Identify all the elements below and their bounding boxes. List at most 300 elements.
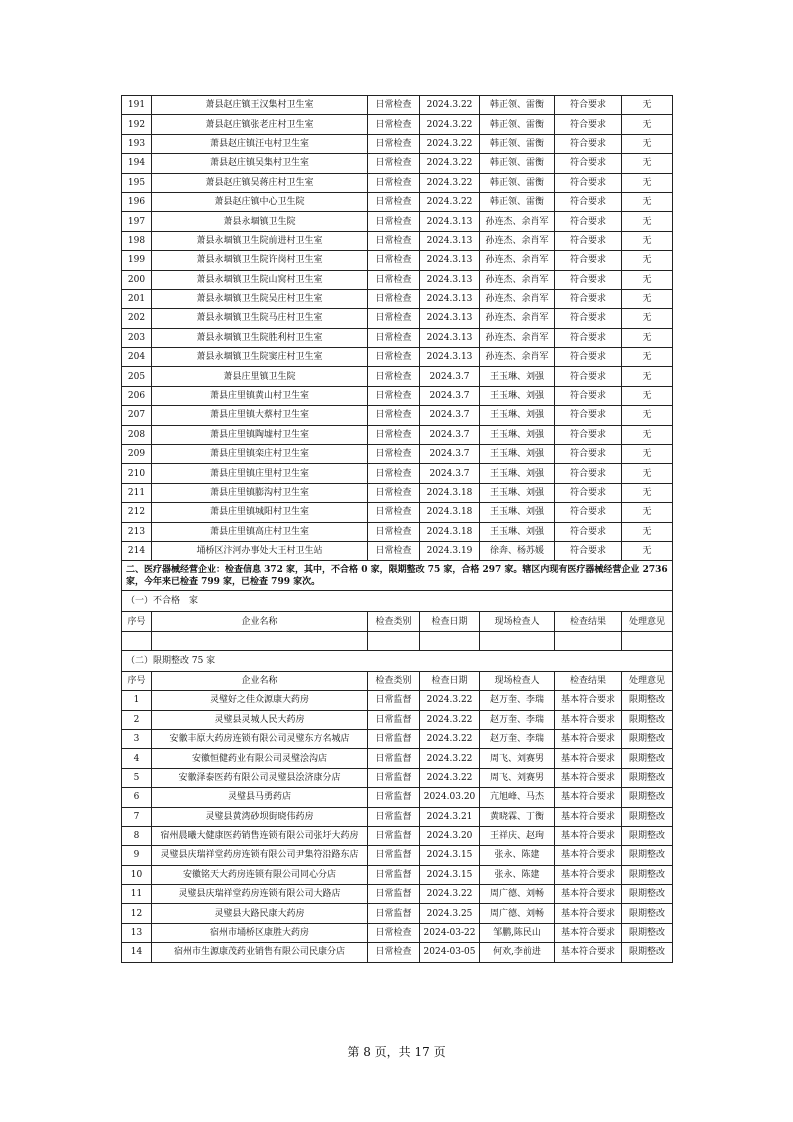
table-cell: 212 — [122, 503, 152, 522]
table-cell: 埇桥区汴河办事处大王村卫生站 — [152, 541, 368, 560]
table-cell: 灵璧县马勇药店 — [152, 788, 368, 807]
table-cell: 限期整改 — [622, 710, 673, 729]
table-cell: 基本符合要求 — [555, 904, 622, 923]
page-number: 第 8 页，共 17 页 — [347, 1045, 446, 1059]
table-cell: 日常监督 — [368, 729, 420, 748]
table-cell: 萧县庄里镇高庄村卫生室 — [152, 522, 368, 541]
table-cell: 限期整改 — [622, 768, 673, 787]
table-cell: 2024.3.22 — [420, 885, 480, 904]
table-cell: 日常监督 — [368, 846, 420, 865]
table-cell: 2024.3.7 — [420, 406, 480, 425]
table-cell: 萧县赵庄镇汪屯村卫生室 — [152, 134, 368, 153]
table-cell: 无 — [622, 445, 673, 464]
table-row — [122, 729, 673, 748]
table-cell: 符合要求 — [555, 425, 622, 444]
table-cell: 日常检查 — [368, 231, 420, 250]
table-cell: 萧县庄里镇陶墟村卫生室 — [152, 425, 368, 444]
section2-sub-unqualified: （一）不合格 家 — [122, 591, 673, 612]
table-cell: 韩正领、雷衡 — [480, 134, 555, 153]
table-cell: 无 — [622, 251, 673, 270]
table-cell: 萧县庄里镇栾庄村卫生室 — [152, 445, 368, 464]
table-cell: 无 — [622, 212, 673, 231]
table-cell: 无 — [622, 503, 673, 522]
table-cell: 无 — [622, 289, 673, 308]
table-cell: 萧县永堌镇卫生院山窝村卫生室 — [152, 270, 368, 289]
table-cell: 日常检查 — [368, 96, 420, 115]
table-row — [122, 251, 673, 270]
table-cell: 2024.3.22 — [420, 710, 480, 729]
table-cell: 210 — [122, 464, 152, 483]
table-cell: 无 — [622, 328, 673, 347]
table-cell: 孙连杰、余肖军 — [480, 270, 555, 289]
table-cell: 207 — [122, 406, 152, 425]
table-cell: 孙连杰、余肖军 — [480, 212, 555, 231]
table-cell: 限期整改 — [622, 749, 673, 768]
header-cell: 检查结果 — [555, 612, 622, 631]
table-cell: 2024.3.13 — [420, 289, 480, 308]
table-row — [122, 231, 673, 250]
table-cell: 孙连杰、余肖军 — [480, 328, 555, 347]
table-cell: 2024.3.13 — [420, 348, 480, 367]
table-cell: 无 — [622, 522, 673, 541]
table-cell: 2024.3.22 — [420, 749, 480, 768]
table-cell: 193 — [122, 134, 152, 153]
table-cell: 日常监督 — [368, 885, 420, 904]
table-cell: 限期整改 — [622, 846, 673, 865]
table-cell: 192 — [122, 115, 152, 134]
table-cell: 日常检查 — [368, 115, 420, 134]
table-cell: 日常检查 — [368, 425, 420, 444]
table-row — [122, 425, 673, 444]
header-cell: 序号 — [122, 671, 152, 690]
table-cell: 萧县赵庄镇张老庄村卫生室 — [152, 115, 368, 134]
inspection-table — [121, 95, 673, 963]
table-cell: 日常检查 — [368, 212, 420, 231]
table-cell: 韩正领、雷衡 — [480, 173, 555, 192]
table-cell: 符合要求 — [555, 212, 622, 231]
table-cell: 王玉琳、刘强 — [480, 386, 555, 405]
table-row — [122, 943, 673, 962]
table-cell: 张永、陈建 — [480, 865, 555, 884]
table-cell: 周广德、刘畅 — [480, 904, 555, 923]
table-cell: 基本符合要求 — [555, 788, 622, 807]
table-cell: 2024.3.22 — [420, 192, 480, 211]
table-cell: 无 — [622, 115, 673, 134]
table-cell: 9 — [122, 846, 152, 865]
table-cell: 基本符合要求 — [555, 768, 622, 787]
header-cell: 处理意见 — [622, 671, 673, 690]
header-cell: 检查日期 — [420, 612, 480, 631]
table-cell: 日常检查 — [368, 192, 420, 211]
table-header — [122, 671, 673, 690]
table-row — [122, 749, 673, 768]
table-cell: 201 — [122, 289, 152, 308]
table-cell: 符合要求 — [555, 406, 622, 425]
table-cell: 赵万奎、李瑞 — [480, 691, 555, 710]
table-cell: 无 — [622, 134, 673, 153]
table-cell: 日常监督 — [368, 788, 420, 807]
table-cell: 灵璧县灵城人民大药房 — [152, 710, 368, 729]
table-cell: 213 — [122, 522, 152, 541]
table-cell: 10 — [122, 865, 152, 884]
table-cell: 2024.3.25 — [420, 904, 480, 923]
table-row — [122, 154, 673, 173]
table-cell: 日常检查 — [368, 309, 420, 328]
table-cell: 萧县赵庄镇中心卫生院 — [152, 192, 368, 211]
table-cell: 208 — [122, 425, 152, 444]
table-row — [122, 115, 673, 134]
table-row — [122, 173, 673, 192]
table-cell: 3 — [122, 729, 152, 748]
table-cell: 2024.3.22 — [420, 134, 480, 153]
table-cell: 萧县永堌镇卫生院许岗村卫生室 — [152, 251, 368, 270]
table-cell: 191 — [122, 96, 152, 115]
table-row — [122, 406, 673, 425]
table-cell: 萧县赵庄镇吴集村卫生室 — [152, 154, 368, 173]
table-cell: 邹鹏,陈民山 — [480, 923, 555, 942]
table-cell: 限期整改 — [622, 943, 673, 962]
table-cell: 2024.3.7 — [420, 464, 480, 483]
table-cell: 安徽恒健药业有限公司灵璧浍沟店 — [152, 749, 368, 768]
table-cell: 日常检查 — [368, 923, 420, 942]
table-cell: 孙连杰、余肖军 — [480, 289, 555, 308]
table-cell: 日常检查 — [368, 541, 420, 560]
table-cell: 日常检查 — [368, 367, 420, 386]
table-cell: 日常检查 — [368, 270, 420, 289]
table-cell: 8 — [122, 826, 152, 845]
table-cell: 2024.3.22 — [420, 154, 480, 173]
table-cell: 符合要求 — [555, 192, 622, 211]
table-cell: 萧县永堌镇卫生院马庄村卫生室 — [152, 309, 368, 328]
table-row — [122, 788, 673, 807]
table-cell: 王玉琳、刘强 — [480, 445, 555, 464]
table-cell: 符合要求 — [555, 96, 622, 115]
table-cell: 2024.3.7 — [420, 386, 480, 405]
table-cell: 日常监督 — [368, 749, 420, 768]
table-cell: 基本符合要求 — [555, 885, 622, 904]
table-cell: 211 — [122, 483, 152, 502]
table-cell: 无 — [622, 483, 673, 502]
table-cell: 2024.3.20 — [420, 826, 480, 845]
table-cell: 日常检查 — [368, 173, 420, 192]
table-cell: 王玉琳、刘强 — [480, 522, 555, 541]
table-cell: 限期整改 — [622, 729, 673, 748]
table-cell: 萧县永堌镇卫生院吴庄村卫生室 — [152, 289, 368, 308]
table-cell: 无 — [622, 425, 673, 444]
table-cell: 符合要求 — [555, 328, 622, 347]
table-row — [122, 134, 673, 153]
table-cell: 萧县庄里镇城阳村卫生室 — [152, 503, 368, 522]
table-cell: 2024.03.20 — [420, 788, 480, 807]
table-cell: 196 — [122, 192, 152, 211]
table-cell: 符合要求 — [555, 270, 622, 289]
table-cell: 2024.3.19 — [420, 541, 480, 560]
table-cell: 王玉琳、刘强 — [480, 483, 555, 502]
table-cell: 1 — [122, 691, 152, 710]
table-cell: 符合要求 — [555, 445, 622, 464]
table-cell: 符合要求 — [555, 522, 622, 541]
table-cell: 安徽丰原大药房连锁有限公司灵璧东方名城店 — [152, 729, 368, 748]
table-cell: 12 — [122, 904, 152, 923]
table-cell: 灵璧好之佳众源康大药房 — [152, 691, 368, 710]
table-cell: 孙连杰、余肖军 — [480, 231, 555, 250]
table-cell: 王玉琳、刘强 — [480, 503, 555, 522]
header-cell: 检查结果 — [555, 671, 622, 690]
table-cell: 无 — [622, 96, 673, 115]
table-cell: 无 — [622, 464, 673, 483]
table-cell: 日常检查 — [368, 386, 420, 405]
table-cell: 徐奔、杨苏媛 — [480, 541, 555, 560]
header-cell: 检查类别 — [368, 671, 420, 690]
table-cell: 符合要求 — [555, 154, 622, 173]
table-cell: 2024.3.13 — [420, 212, 480, 231]
table-cell: 符合要求 — [555, 231, 622, 250]
table-row — [122, 691, 673, 710]
table-cell: 符合要求 — [555, 464, 622, 483]
table-cell: 无 — [622, 406, 673, 425]
table-cell: 符合要求 — [555, 483, 622, 502]
table-cell: 黄晓霖、丁衡 — [480, 807, 555, 826]
table-cell: 萧县赵庄镇王汉集村卫生室 — [152, 96, 368, 115]
table-cell: 日常检查 — [368, 445, 420, 464]
table-cell: 宿州市埇桥区康胜大药房 — [152, 923, 368, 942]
table-cell: 限期整改 — [622, 865, 673, 884]
table-cell: 日常检查 — [368, 943, 420, 962]
table-cell: 符合要求 — [555, 348, 622, 367]
table-cell: 萧县庄里镇庄里村卫生室 — [152, 464, 368, 483]
table-cell: 韩正领、雷衡 — [480, 115, 555, 134]
table-cell: 无 — [622, 231, 673, 250]
table-row — [122, 885, 673, 904]
table-cell: 王祥庆、赵珣 — [480, 826, 555, 845]
table-row — [122, 541, 673, 560]
table-cell: 203 — [122, 328, 152, 347]
table-row — [122, 768, 673, 787]
table-row — [122, 464, 673, 483]
table-cell: 2024.3.22 — [420, 729, 480, 748]
table-cell: 日常检查 — [368, 328, 420, 347]
table-cell: 6 — [122, 788, 152, 807]
table-cell: 符合要求 — [555, 173, 622, 192]
table-cell: 赵万奎、李瑞 — [480, 729, 555, 748]
table-cell: 孙连杰、余肖军 — [480, 309, 555, 328]
table-row — [122, 212, 673, 231]
table-cell: 日常监督 — [368, 710, 420, 729]
table-cell: 日常检查 — [368, 134, 420, 153]
table-cell: 基本符合要求 — [555, 865, 622, 884]
table-cell: 2024.3.22 — [420, 768, 480, 787]
table-cell: 无 — [622, 541, 673, 560]
table-cell: 王玉琳、刘强 — [480, 425, 555, 444]
table-cell: 197 — [122, 212, 152, 231]
table-row — [122, 367, 673, 386]
table-cell: 198 — [122, 231, 152, 250]
table-cell: 日常监督 — [368, 768, 420, 787]
table-row — [122, 386, 673, 405]
table-cell: 王玉琳、刘强 — [480, 464, 555, 483]
table-cell: 周广德、刘畅 — [480, 885, 555, 904]
table-row — [122, 483, 673, 502]
table-cell: 206 — [122, 386, 152, 405]
empty-row — [122, 631, 673, 650]
header-cell: 检查类别 — [368, 612, 420, 631]
table-cell: 韩正领、雷衡 — [480, 192, 555, 211]
table-cell: 张永、陈建 — [480, 846, 555, 865]
table-cell: 王玉琳、刘强 — [480, 367, 555, 386]
table-cell: 符合要求 — [555, 289, 622, 308]
table-cell: 2024-03-22 — [420, 923, 480, 942]
table-cell: 194 — [122, 154, 152, 173]
table-cell: 基本符合要求 — [555, 710, 622, 729]
section2-sub-rectify: （二）限期整改 75 家 — [122, 650, 673, 671]
table-cell: 宿州市生源康茂药业销售有限公司民康分店 — [152, 943, 368, 962]
table-row — [122, 445, 673, 464]
table-cell: 王玉琳、刘强 — [480, 406, 555, 425]
table-cell: 214 — [122, 541, 152, 560]
table-cell: 209 — [122, 445, 152, 464]
table-cell: 日常检查 — [368, 406, 420, 425]
table-cell: 基本符合要求 — [555, 943, 622, 962]
table-row — [122, 846, 673, 865]
table-cell: 萧县庄里镇卫生院 — [152, 367, 368, 386]
table-cell: 符合要求 — [555, 386, 622, 405]
table-cell: 孙连杰、余肖军 — [480, 348, 555, 367]
section2-heading: 二、医疗器械经营企业：检查信息 372 家，其中，不合格 0 家，限期整改 75 家，合格 297 家。辖区内现有医疗器械经营企业 2736 家，今年来已检查 799 家，已检查 799 家次。 — [122, 561, 673, 591]
table-cell: 无 — [622, 367, 673, 386]
table-cell: 日常监督 — [368, 826, 420, 845]
table-cell: 符合要求 — [555, 134, 622, 153]
table-cell: 2024.3.18 — [420, 503, 480, 522]
table-cell: 基本符合要求 — [555, 807, 622, 826]
table-cell: 2 — [122, 710, 152, 729]
table-cell: 符合要求 — [555, 503, 622, 522]
table-cell: 2024.3.22 — [420, 173, 480, 192]
table-cell: 2024.3.7 — [420, 367, 480, 386]
table-cell: 2024.3.22 — [420, 96, 480, 115]
table-row — [122, 865, 673, 884]
table-cell: 灵璧县庆瑞祥堂药房连锁有限公司大路店 — [152, 885, 368, 904]
table-cell: 日常检查 — [368, 154, 420, 173]
table-cell: 195 — [122, 173, 152, 192]
table-cell: 199 — [122, 251, 152, 270]
table-row — [122, 270, 673, 289]
table-cell: 符合要求 — [555, 367, 622, 386]
table-cell: 无 — [622, 309, 673, 328]
table-cell: 无 — [622, 270, 673, 289]
table-cell: 基本符合要求 — [555, 826, 622, 845]
table-cell: 灵璧县大路民康大药房 — [152, 904, 368, 923]
header-cell: 现场检查人 — [480, 671, 555, 690]
table-cell: 基本符合要求 — [555, 729, 622, 748]
header-cell: 企业名称 — [152, 671, 368, 690]
table-row — [122, 826, 673, 845]
table-cell: 萧县永堌镇卫生院窦庄村卫生室 — [152, 348, 368, 367]
table-cell: 无 — [622, 173, 673, 192]
table-cell: 2024.3.22 — [420, 115, 480, 134]
table-cell: 安徽泽泰医药有限公司灵璧县浍济康分店 — [152, 768, 368, 787]
table-cell: 无 — [622, 154, 673, 173]
table-cell: 限期整改 — [622, 904, 673, 923]
table-cell: 14 — [122, 943, 152, 962]
table-row — [122, 522, 673, 541]
table-row — [122, 923, 673, 942]
table-row — [122, 807, 673, 826]
header-cell: 企业名称 — [152, 612, 368, 631]
table-cell: 2024.3.18 — [420, 483, 480, 502]
table-cell: 安徽铭天大药房连锁有限公司同心分店 — [152, 865, 368, 884]
table-cell: 基本符合要求 — [555, 923, 622, 942]
table-cell: 限期整改 — [622, 807, 673, 826]
table-cell: 符合要求 — [555, 541, 622, 560]
table-cell: 11 — [122, 885, 152, 904]
table-cell: 何欢,李前进 — [480, 943, 555, 962]
table-cell: 宿州晨曦大健康医药销售连锁有限公司张圩大药房 — [152, 826, 368, 845]
table-cell: 2024.3.13 — [420, 270, 480, 289]
table-cell: 2024.3.15 — [420, 846, 480, 865]
header-cell: 现场检查人 — [480, 612, 555, 631]
table-cell: 13 — [122, 923, 152, 942]
table-cell: 日常监督 — [368, 807, 420, 826]
table-header — [122, 612, 673, 631]
table-cell: 符合要求 — [555, 251, 622, 270]
table-cell: 限期整改 — [622, 826, 673, 845]
table-cell: 205 — [122, 367, 152, 386]
table-cell: 亢旭峰、马杰 — [480, 788, 555, 807]
table-cell: 7 — [122, 807, 152, 826]
table-cell: 萧县庄里镇大蔡村卫生室 — [152, 406, 368, 425]
table-cell: 5 — [122, 768, 152, 787]
table-row — [122, 503, 673, 522]
table-cell: 日常检查 — [368, 348, 420, 367]
table-cell: 萧县赵庄镇吴蒋庄村卫生室 — [152, 173, 368, 192]
table-cell: 2024.3.18 — [420, 522, 480, 541]
table-cell: 202 — [122, 309, 152, 328]
table-cell: 204 — [122, 348, 152, 367]
table-cell: 限期整改 — [622, 691, 673, 710]
table-cell: 2024.3.21 — [420, 807, 480, 826]
table-cell: 日常检查 — [368, 483, 420, 502]
table-cell: 2024.3.7 — [420, 425, 480, 444]
table-row — [122, 710, 673, 729]
table-cell: 灵璧县黄湾砂坝街晓伟药房 — [152, 807, 368, 826]
table-cell: 日常监督 — [368, 904, 420, 923]
table-cell: 日常监督 — [368, 865, 420, 884]
table-cell: 周飞、刘赛男 — [480, 768, 555, 787]
table-cell: 符合要求 — [555, 309, 622, 328]
table-cell: 周飞、刘赛男 — [480, 749, 555, 768]
table-cell: 韩正领、雷衡 — [480, 96, 555, 115]
table-cell: 2024.3.15 — [420, 865, 480, 884]
table-cell: 2024.3.13 — [420, 309, 480, 328]
table-cell: 韩正领、雷衡 — [480, 154, 555, 173]
header-cell: 处理意见 — [622, 612, 673, 631]
table-cell: 2024.3.13 — [420, 251, 480, 270]
table-cell: 2024.3.22 — [420, 691, 480, 710]
table-cell: 无 — [622, 192, 673, 211]
table-cell: 日常检查 — [368, 522, 420, 541]
table-cell: 萧县永堌镇卫生院胜利村卫生室 — [152, 328, 368, 347]
table-cell: 2024.3.7 — [420, 445, 480, 464]
table-cell: 孙连杰、余肖军 — [480, 251, 555, 270]
table-cell: 无 — [622, 348, 673, 367]
header-cell: 检查日期 — [420, 671, 480, 690]
table-row — [122, 96, 673, 115]
table-cell: 萧县永堌镇卫生院 — [152, 212, 368, 231]
table-cell: 限期整改 — [622, 885, 673, 904]
table-cell: 萧县庄里镇黄山村卫生室 — [152, 386, 368, 405]
table-cell: 萧县永堌镇卫生院前进村卫生室 — [152, 231, 368, 250]
header-cell: 序号 — [122, 612, 152, 631]
